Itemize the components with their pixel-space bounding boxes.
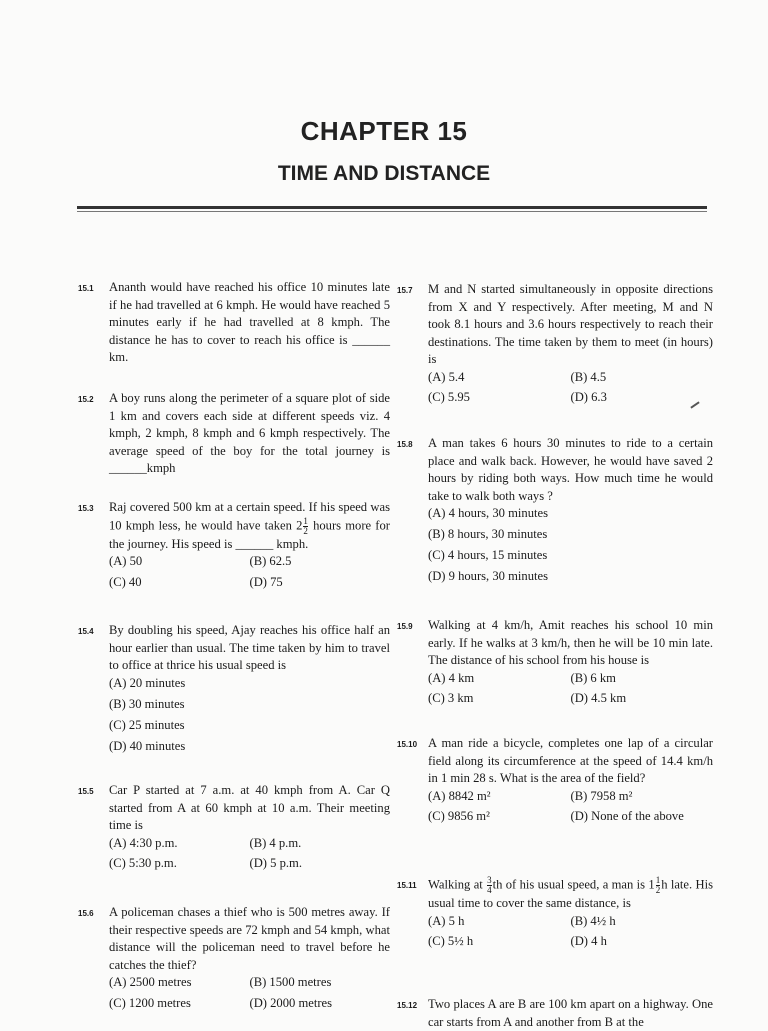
question-15-9 xyxy=(397,617,713,711)
question-15-6 xyxy=(78,904,390,1015)
question-15-2 xyxy=(78,390,390,478)
question-text: A boy runs along the perimeter of a square plot of side 1 km and covers each side at different speeds viz. 4 kmph, 2 kmph, 8 kmph and 6 kmph respectively. The average speed of the boy for the total journey is ______kmph xyxy=(109,391,390,475)
option-a: (A) 8842 m² xyxy=(428,788,491,803)
question-text: Car P started at 7 a.m. at 40 kmph from A. Car Q started from A at 60 kmph at 10 a.m. Their meeting time is xyxy=(109,783,390,832)
chapter-number: CHAPTER 15 xyxy=(300,116,468,146)
option-d: (D) 6.3 xyxy=(570,390,607,404)
option-b: (B) 4½ h xyxy=(570,913,616,928)
option-a: (A) 20 minutes xyxy=(109,675,186,690)
option-c: (C) 5.95 xyxy=(428,390,470,404)
question-number: 15.3 xyxy=(78,504,94,513)
question-number: 15.9 xyxy=(397,622,413,631)
question-text: M and N started simultaneously in opposite directions from X and Y respectively. After meeting, M and N took 8.1 hours and 3.6 hours respectively to reach their destinations. The time taken by them to meet (in hours) is xyxy=(428,282,713,366)
fraction: $\frac{1}{2}$ xyxy=(303,515,308,536)
question-number: 15.12 xyxy=(397,1001,418,1010)
question-text: By doubling his speed, Ajay reaches his office half an hour earlier than usual. The time taken by him to travel to office at thrice his usual speed is xyxy=(109,623,390,672)
question-text: A man ride a bicycle, completes one lap of a circular field along its circumference at the speed of 14.4 km/h in 1 min 28 s. What is the area of the field? xyxy=(428,736,713,785)
question-number: 15.2 xyxy=(78,395,94,404)
answer-options xyxy=(109,553,390,594)
option-d: (D) 75 xyxy=(249,574,283,589)
option-c: (C) 4 hours, 15 minutes xyxy=(428,548,548,562)
option-d: (D) 9 hours, 30 minutes xyxy=(428,569,548,583)
option-d: (D) None of the above xyxy=(570,809,684,823)
question-number: 15.8 xyxy=(397,440,413,449)
question-text: A policeman chases a thief who is 500 metres away. If their respective speeds are 72 kmph and 54 kmph, what distance will the policeman need to travel before he catches the thief? xyxy=(109,905,390,972)
option-c: (C) 3 km xyxy=(428,691,474,705)
fraction: $\frac{3}{4}$ xyxy=(487,875,492,895)
option-c: (C) 9856 m² xyxy=(428,809,490,823)
option-a: (A) 4 km xyxy=(428,670,475,685)
option-b: (B) 8 hours, 30 minutes xyxy=(428,527,548,541)
title-rule-thin xyxy=(77,211,707,212)
option-b: (B) 4.5 xyxy=(570,369,607,384)
answer-options xyxy=(428,788,713,829)
answer-options xyxy=(109,974,390,1015)
question-text: A man takes 6 hours 30 minutes to ride to a certain place and walk back. However, he would have saved 2 hours by riding both ways. How much time he would take to walk both ways ? xyxy=(428,436,713,503)
option-a: (A) 5.4 xyxy=(428,369,465,384)
option-b: (B) 4 p.m. xyxy=(249,835,302,850)
question-15-7 xyxy=(397,281,713,410)
question-text: Walking at $\frac{3}{4}$ th of his usual speed, a man is 1 $\frac{1}{2}$ h late. His usual time to cover the same distance, is xyxy=(428,875,713,910)
question-text: Two places A are B are 100 km apart on a highway. One car starts from A and another from B at the xyxy=(428,997,713,1029)
option-b: (B) 6 km xyxy=(570,670,616,685)
question-15-12 xyxy=(397,996,713,1031)
option-c: (C) 5:30 p.m. xyxy=(109,856,177,870)
question-number: 15.1 xyxy=(78,284,94,293)
question-text: Walking at 4 km/h, Amit reaches his school 10 min early. If he walks at 3 km/h, then he will be 10 min late. The distance of his school from his house is xyxy=(428,618,713,667)
question-15-1 xyxy=(78,279,390,367)
option-c: (C) 1200 metres xyxy=(109,995,191,1010)
option-c: (C) 40 xyxy=(109,574,142,589)
question-15-8 xyxy=(397,435,713,589)
question-15-11 xyxy=(397,876,713,954)
question-15-10 xyxy=(397,735,713,829)
question-number: 15.11 xyxy=(397,881,417,890)
option-a: (A) 2500 metres xyxy=(109,975,192,989)
answer-options xyxy=(428,369,713,410)
option-c: (C) 5½ h xyxy=(428,934,474,948)
question-text: Raj covered 500 km at a certain speed. If his speed was 10 kmph less, he would have taken 2 $\frac{1}{2}$ hours more for the journey. His speed is ______ kmph. xyxy=(109,500,390,551)
option-d: (D) 2000 metres xyxy=(249,995,333,1010)
answer-options xyxy=(428,670,713,711)
fraction: $\frac{1}{2}$ xyxy=(655,875,661,895)
option-d: (D) 5 p.m. xyxy=(249,856,302,870)
question-number: 15.6 xyxy=(78,909,94,918)
question-text: Ananth would have reached his office 10 minutes late if he had travelled at 6 kmph. He would have reached 5 minutes early if he had travelled at 8 kmph. The distance he has to cover to reach his office is ______ km. xyxy=(109,280,390,364)
option-b: (B) 7958 m² xyxy=(570,788,633,803)
option-d: (D) 4 h xyxy=(570,934,607,948)
answer-options xyxy=(428,505,713,589)
question-number: 15.10 xyxy=(397,740,418,749)
option-a: (A) 4 hours, 30 minutes xyxy=(428,506,548,520)
option-a: (A) 4:30 p.m. xyxy=(109,835,178,850)
title-rule xyxy=(77,206,707,209)
chapter-title: TIME AND DISTANCE xyxy=(277,162,491,185)
option-a: (A) 5 h xyxy=(428,913,465,928)
option-b: (B) 1500 metres xyxy=(249,975,332,989)
question-number: 15.5 xyxy=(78,787,94,796)
option-a: (A) 50 xyxy=(109,554,143,568)
option-d: (D) 40 minutes xyxy=(109,738,186,753)
answer-options xyxy=(428,913,713,954)
option-d: (D) 4.5 km xyxy=(570,691,627,705)
option-b: (B) 62.5 xyxy=(249,554,292,568)
answer-options xyxy=(109,675,390,759)
option-b: (B) 30 minutes xyxy=(109,696,185,711)
question-15-4 xyxy=(78,622,390,759)
question-number: 15.7 xyxy=(397,286,413,295)
question-15-3 xyxy=(78,499,390,594)
answer-options xyxy=(109,835,390,876)
option-c: (C) 25 minutes xyxy=(109,717,185,732)
question-number: 15.4 xyxy=(78,627,94,636)
question-15-5 xyxy=(78,782,390,876)
